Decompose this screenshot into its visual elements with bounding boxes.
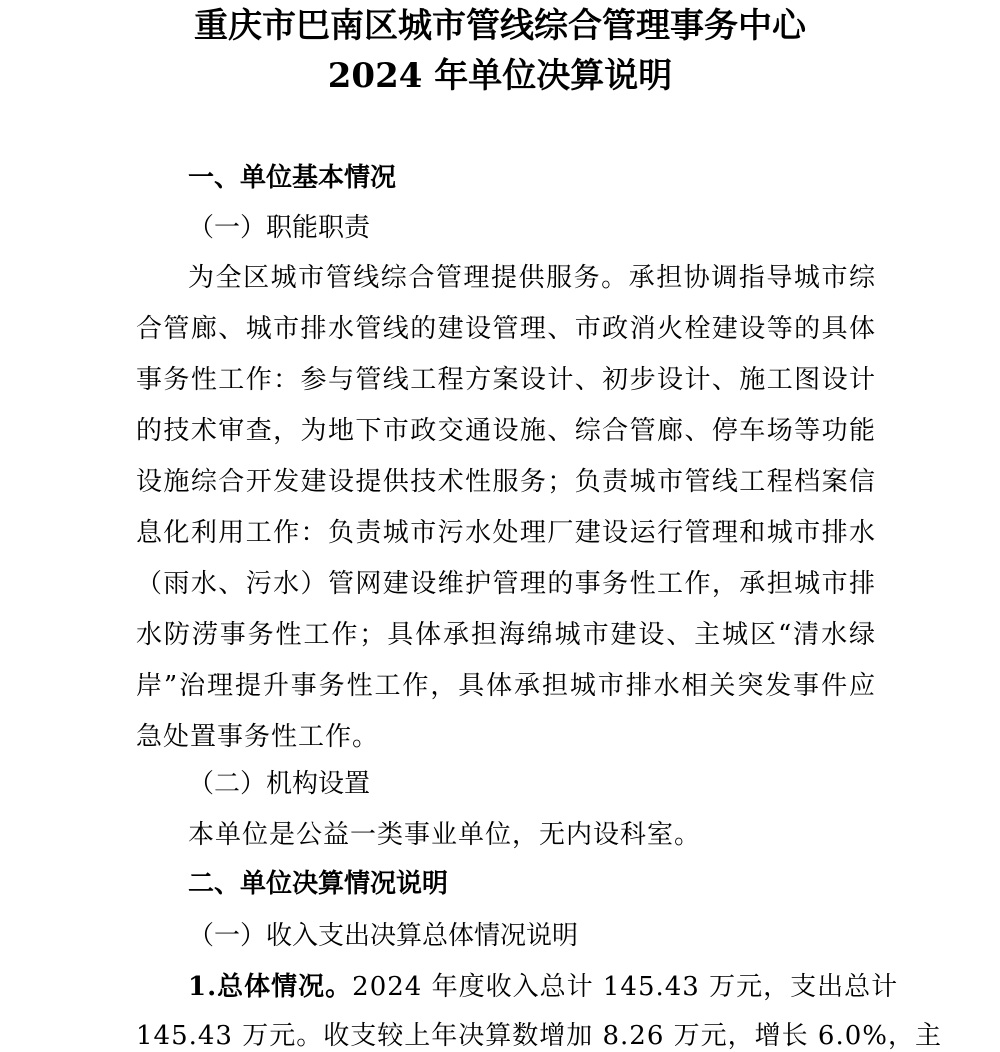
paragraph-line: 水防涝事务性工作；具体承担海绵城市建设、主城区“清水绿 xyxy=(136,620,876,650)
paragraph-line: 的技术审查，为地下市政交通设施、综合管廊、停车场等功能 xyxy=(136,416,876,446)
section2-sub1-heading: （一）收入支出决算总体情况说明 xyxy=(188,921,579,951)
section1-sub2-heading: （二）机构设置 xyxy=(188,769,371,799)
paragraph-line xyxy=(188,971,899,1003)
paragraph-line: 合管廊、城市排水管线的建设管理、市政消火栓建设等的具体 xyxy=(136,314,876,344)
document-title-line2: 2024 年单位决算说明 xyxy=(327,56,673,96)
paragraph-line: 急处置事务性工作。 xyxy=(136,722,380,752)
paragraph-line: 145.43 万元。收支较上年决算数增加 8.26 万元，增长 6.0%，主 xyxy=(136,1021,942,1051)
paragraph-line: 息化利用工作：负责城市污水处理厂建设运行管理和城市排水 xyxy=(136,518,876,548)
paragraph-line: 本单位是公益一类事业单位，无内设科室。 xyxy=(188,820,702,850)
overall-line1-text: 2024 年度收入总计 145.43 万元，支出总计 xyxy=(352,972,899,1002)
document-title-line1: 重庆市巴南区城市管线综合管理事务中心 xyxy=(194,6,806,46)
paragraph-line: 设施综合开发建设提供技术性服务；负责城市管线工程档案信 xyxy=(136,467,876,497)
section1-heading: 一、单位基本情况 xyxy=(188,163,397,193)
paragraph-line: 为全区城市管线综合管理提供服务。承担协调指导城市综 xyxy=(188,263,876,293)
section2-heading: 二、单位决算情况说明 xyxy=(188,869,449,899)
paragraph-line: （雨水、污水）管网建设维护管理的事务性工作，承担城市排 xyxy=(136,569,876,599)
section1-sub1-heading: （一）职能职责 xyxy=(188,213,371,243)
overall-lead: 1.总体情况。 xyxy=(188,972,353,1002)
paragraph-line: 事务性工作：参与管线工程方案设计、初步设计、施工图设计 xyxy=(136,365,876,395)
paragraph-line: 岸”治理提升事务性工作，具体承担城市排水相关突发事件应 xyxy=(136,671,876,701)
